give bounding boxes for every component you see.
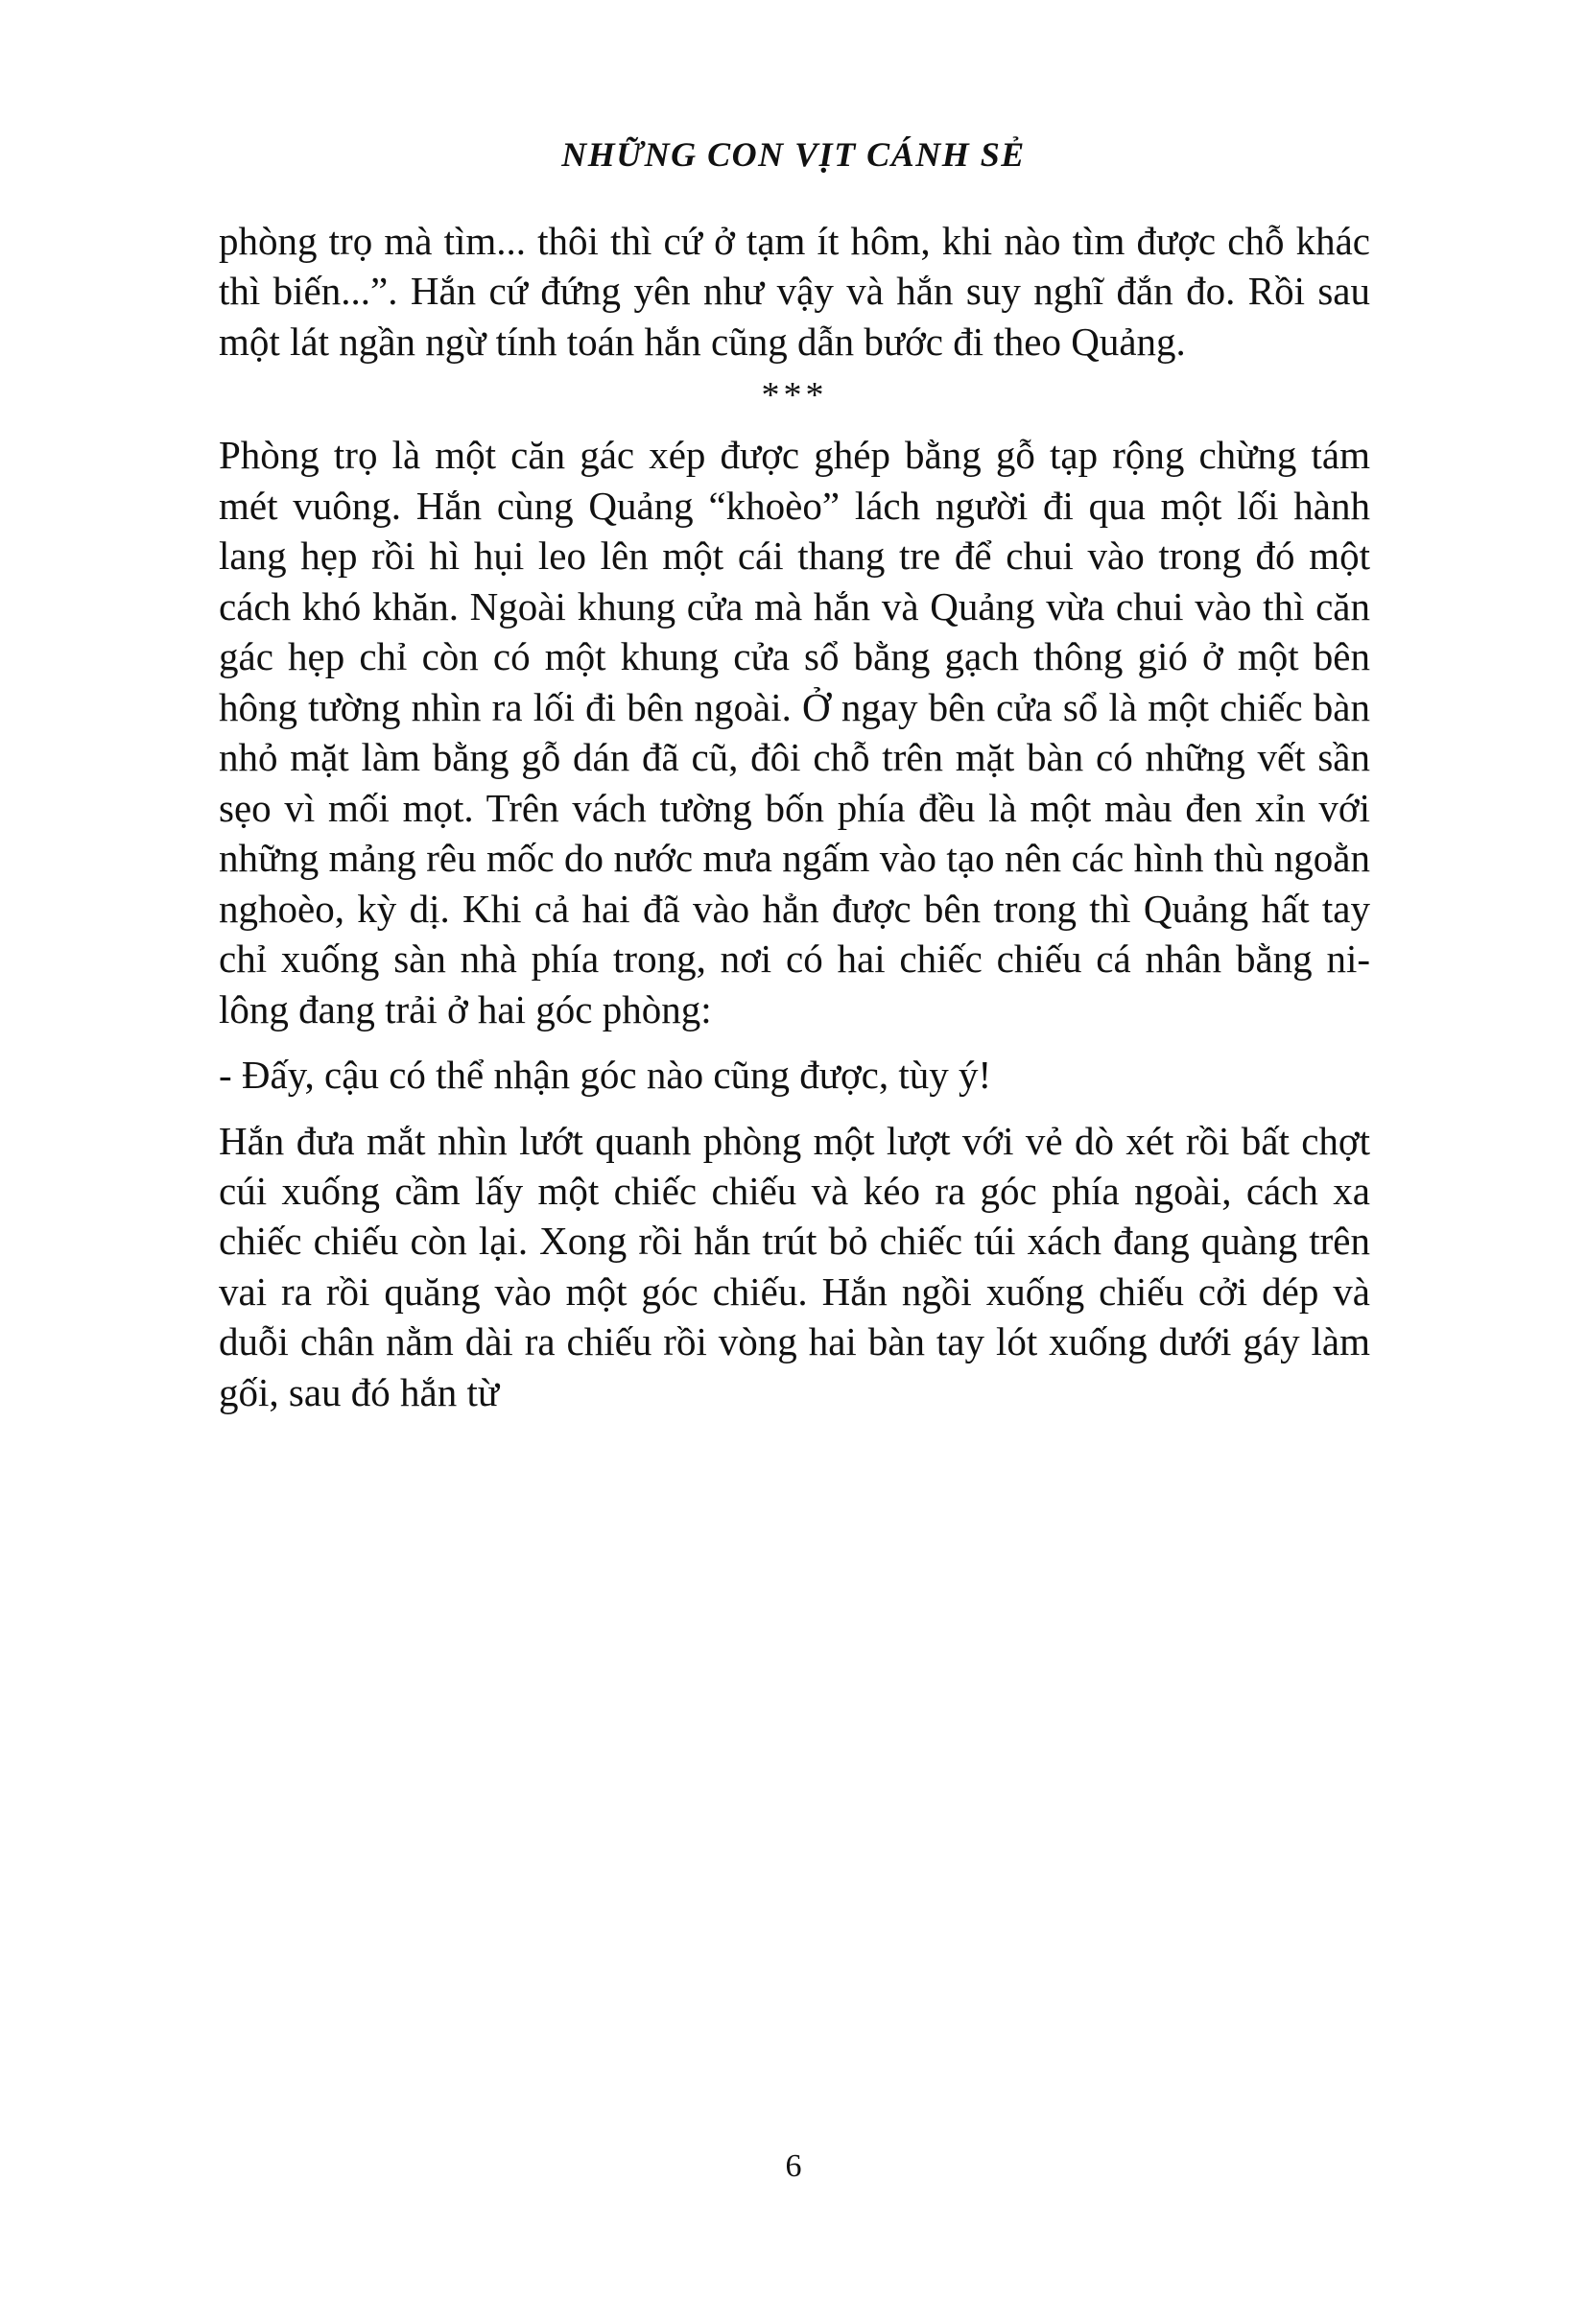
paragraph-gap — [219, 1040, 1370, 1050]
page-number: 6 — [785, 2148, 802, 2184]
paragraph: phòng trọ mà tìm... thôi thì cứ ở tạm ít hôm, khi nào tìm được chỗ khác thì biến...”. Hắn cứ đứng yên như vậy và hắn suy nghĩ đắn đo. Rồi sau một lát ngần ngừ tính toán hắn cũng dẫn bước đi theo Quảng. — [219, 219, 1370, 364]
page-content — [219, 216, 1370, 1423]
paragraph-dialogue: - Đấy, cậu có thể nhận góc nào cũng được, tùy ý! — [219, 1053, 992, 1098]
running-head: NHỮNG CON VỊT CÁNH SẺ — [561, 135, 1026, 174]
paragraph: Hắn đưa mắt nhìn lướt quanh phòng một lượt với vẻ dò xét rồi bất chợt cúi xuống cầm lấy một chiếc chiếu và kéo ra góc phía ngoài, cách xa chiếc chiếu còn lại. Xong rồi hắn trút bỏ chiếc túi xách đang quàng trên vai ra rồi quăng vào một góc chiếu. Hắn ngồi xuống chiếu cởi dép và duỗi chân nằm dài ra chiếu rồi vòng hai bàn tay lót xuống dưới gáy làm gối, sau đó hắn từ — [219, 1118, 1370, 1414]
section-divider: *** — [761, 375, 828, 416]
paragraph: Phòng trọ là một căn gác xép được ghép bằng gỗ tạp rộng chừng tám mét vuông. Hắn cùng Quảng “khoèo” lách người đi qua một lối hành lang hẹp rồi hì hụi leo lên một cái thang tre để chui vào trong đó một cách khó khăn. Ngoài khung cửa mà hắn và Quảng vừa chui vào thì căn gác hẹp chỉ còn có một khung cửa sổ bằng gạch thông gió ở một bên hông tường nhìn ra lối đi bên ngoài. Ở ngay bên cửa sổ là một chiếc bàn nhỏ mặt làm bằng gỗ dán đã cũ, đôi chỗ trên mặt bàn có những vết sần sẹo vì mối mọt. Trên vách tường bốn phía đều là một màu đen xỉn với những mảng rêu mốc do nước mưa ngấm vào tạo nên các hình thù ngoằn nghoèo, kỳ dị. Khi cả hai đã vào hẳn được bên trong thì Quảng hất tay chỉ xuống sàn nhà phía trong, nơi có hai chiếc chiếu cá nhân bằng ni-lông đang trải ở hai góc phòng: — [219, 433, 1370, 1032]
paragraph-gap — [219, 1106, 1370, 1116]
